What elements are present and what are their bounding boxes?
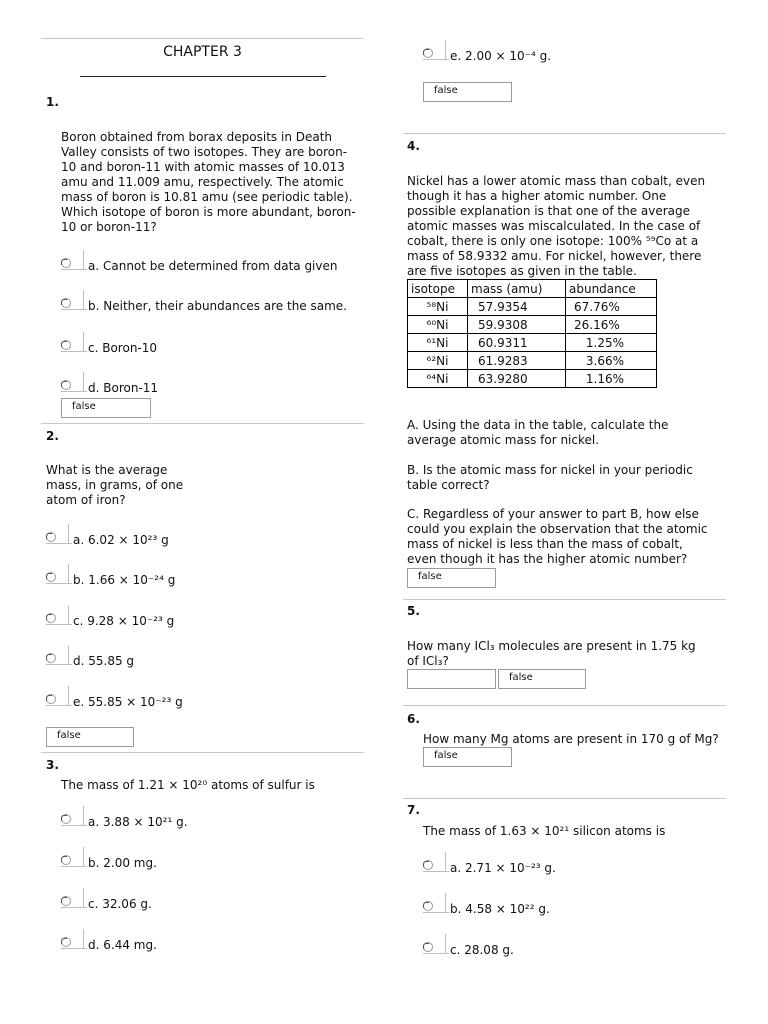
radio-icon[interactable]	[61, 340, 71, 350]
question-4-number: 4.	[407, 139, 420, 153]
q6-result-field[interactable]: false	[423, 747, 512, 767]
radio-icon[interactable]	[61, 896, 71, 906]
table-cell: ⁶⁰Ni	[408, 316, 468, 334]
table-cell: ⁶²Ni	[408, 352, 468, 370]
radio-icon[interactable]	[423, 860, 433, 870]
radio-icon[interactable]	[61, 855, 71, 865]
q2-option-d-label: d. 55.85 g	[73, 654, 135, 668]
q2-option-a-label: a. 6.02 × 10²³ g	[73, 533, 169, 547]
radio-icon[interactable]	[46, 694, 56, 704]
q5-answer-input[interactable]	[407, 669, 496, 689]
top-divider	[41, 38, 364, 39]
table-header: isotope	[408, 280, 468, 298]
table-cell: 57.9354	[468, 298, 566, 316]
table-cell: 61.9283	[468, 352, 566, 370]
radio-icon[interactable]	[61, 298, 71, 308]
table-cell: 59.9308	[468, 316, 566, 334]
question-4-part-a: A. Using the data in the table, calculate the average atomic mass for nickel.	[407, 418, 669, 447]
table-row	[408, 316, 657, 334]
title-underline	[80, 76, 326, 77]
question-5-text: How many ICl₃ molecules are present in 1.75 kg of ICl₃?	[407, 639, 696, 668]
table-cell: 26.16%	[566, 316, 657, 334]
radio-icon[interactable]	[46, 532, 56, 542]
table-row	[408, 352, 657, 370]
q3-option-d-label: d. 6.44 mg.	[88, 938, 157, 952]
question-6-text: How many Mg atoms are present in 170 g of Mg?	[423, 732, 719, 746]
divider	[403, 133, 726, 134]
q1-option-c-label: c. Boron-10	[88, 341, 158, 355]
radio-icon[interactable]	[61, 937, 71, 947]
table-row	[408, 334, 657, 352]
q7-option-c-label: c. 28.08 g.	[450, 943, 514, 957]
q3-option-a-label: a. 3.88 × 10²¹ g.	[88, 815, 188, 829]
table-cell: ⁶⁴Ni	[408, 370, 468, 388]
q1-option-b-label: b. Neither, their abundances are the same.	[88, 299, 347, 313]
q2-option-b-label: b. 1.66 × 10⁻²⁴ g	[73, 573, 176, 587]
table-cell: ⁵⁸Ni	[408, 298, 468, 316]
question-6-number: 6.	[407, 712, 420, 726]
table-cell: 1.25%	[566, 334, 657, 352]
table-header: abundance	[566, 280, 657, 298]
table-cell: 67.76%	[566, 298, 657, 316]
radio-icon[interactable]	[46, 572, 56, 582]
divider	[41, 752, 364, 753]
q1-option-d-label: d. Boron-11	[88, 381, 159, 395]
question-7-number: 7.	[407, 803, 420, 817]
question-3-number: 3.	[46, 758, 59, 772]
q3-option-b-label: b. 2.00 mg.	[88, 856, 157, 870]
q2-option-c-label: c. 9.28 × 10⁻²³ g	[73, 614, 175, 628]
question-5-number: 5.	[407, 604, 420, 618]
table-cell: 63.9280	[468, 370, 566, 388]
table-cell: 60.9311	[468, 334, 566, 352]
q7-option-b-label: b. 4.58 × 10²² g.	[450, 902, 550, 916]
nickel-isotope-table	[407, 279, 657, 388]
question-2-number: 2.	[46, 429, 59, 443]
table-row	[408, 298, 657, 316]
radio-icon[interactable]	[423, 48, 433, 58]
q7-option-a-label: a. 2.71 × 10⁻²³ g.	[450, 861, 556, 875]
q3-option-c-label: c. 32.06 g.	[88, 897, 152, 911]
question-3-text: The mass of 1.21 × 10²⁰ atoms of sulfur is	[61, 778, 315, 792]
divider	[403, 798, 726, 799]
table-header: mass (amu)	[468, 280, 566, 298]
q3-result-field[interactable]: false	[423, 82, 512, 102]
question-7-text: The mass of 1.63 × 10²¹ silicon atoms is	[423, 824, 666, 838]
divider	[41, 423, 364, 424]
question-4-part-c: C. Regardless of your answer to part B, how else could you explain the observation that the atomic mass of nickel is less than the mass of cobalt, even though it has the higher atomic number?	[407, 507, 708, 566]
q2-result-field[interactable]: false	[46, 727, 134, 747]
q4-result-field[interactable]: false	[407, 568, 496, 588]
q3-option-e-label: e. 2.00 × 10⁻⁴ g.	[450, 49, 552, 63]
question-2-text: What is the average mass, in grams, of one atom of iron?	[46, 463, 184, 507]
divider	[403, 599, 726, 600]
radio-icon[interactable]	[46, 653, 56, 663]
question-1-number: 1.	[46, 95, 59, 109]
radio-icon[interactable]	[423, 901, 433, 911]
question-4-part-b: B. Is the atomic mass for nickel in your periodic table correct?	[407, 463, 693, 492]
radio-icon[interactable]	[61, 814, 71, 824]
question-4-text: Nickel has a lower atomic mass than cobalt, even though it has a higher atomic number. One possible explanation is that one of the average atomic masses was miscalculated. In the case of cobalt, there is only one isotope: 100% ⁵⁹Co at a mass of 58.9332 amu. For nickel, however, there are five isotopes as given in the table.	[407, 174, 706, 278]
q1-result-field[interactable]: false	[61, 398, 151, 418]
table-cell: ⁶¹Ni	[408, 334, 468, 352]
table-cell: 1.16%	[566, 370, 657, 388]
divider	[403, 705, 726, 706]
table-header-row	[408, 280, 657, 298]
question-1-text: Boron obtained from borax deposits in Death Valley consists of two isotopes. They are boron-10 and boron-11 with atomic masses of 10.013 amu and 11.009 amu, respectively. The atomic mass of boron is 10.81 amu (see periodic table). Which isotope of boron is more abundant, boron-10 or boron-11?	[61, 130, 356, 234]
table-cell: 3.66%	[566, 352, 657, 370]
radio-icon[interactable]	[61, 258, 71, 268]
table-row	[408, 370, 657, 388]
q5-result-field[interactable]: false	[498, 669, 586, 689]
radio-icon[interactable]	[46, 613, 56, 623]
chapter-title: CHAPTER 3	[163, 44, 242, 60]
radio-icon[interactable]	[61, 380, 71, 390]
q1-option-a-label: a. Cannot be determined from data given	[88, 259, 338, 273]
q2-option-e-label: e. 55.85 × 10⁻²³ g	[73, 695, 183, 709]
radio-icon[interactable]	[423, 942, 433, 952]
